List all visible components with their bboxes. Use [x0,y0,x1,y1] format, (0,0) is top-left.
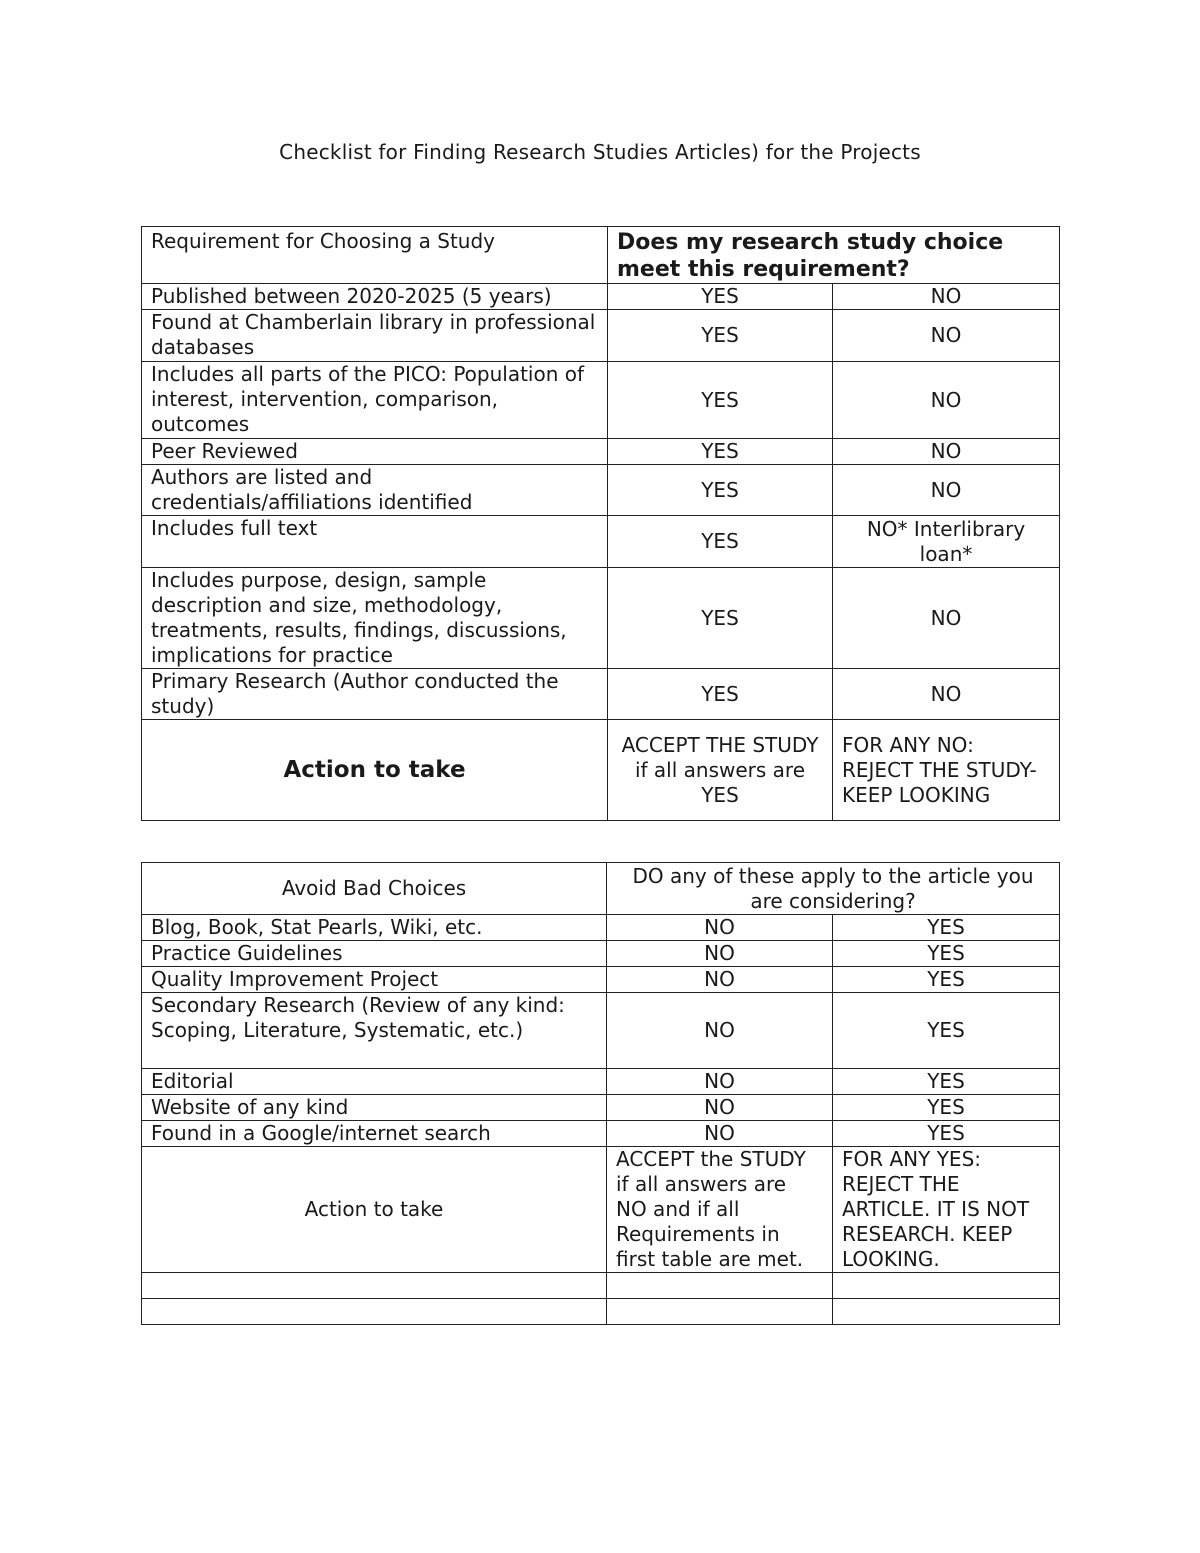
requirement-column-header: Requirement for Choosing a Study [142,227,608,284]
table-row [142,993,1060,1069]
yes-cell: YES [608,310,833,362]
empty-row [142,1273,1060,1299]
table-row [142,941,1060,967]
requirements-table [141,226,1060,821]
requirement-cell: Includes full text [142,516,608,568]
table-row [142,1121,1060,1147]
empty-cell [142,1299,607,1325]
applies-column-header: DO any of these apply to the article you are considering? [607,863,1060,915]
no-cell: NO [833,568,1060,669]
yes-cell: YES [833,1121,1060,1147]
requirement-cell: Includes all parts of the PICO: Population of interest, intervention, comparison, outcomes [142,362,608,439]
table-row [142,967,1060,993]
yes-cell: YES [608,516,833,568]
requirement-cell: Includes purpose, design, sample description and size, methodology, treatments, results, findings, discussions, implications for practice [142,568,608,669]
requirement-cell: Peer Reviewed [142,439,608,465]
empty-row [142,1299,1060,1325]
no-cell: NO [607,1121,833,1147]
table-row [142,516,1060,568]
yes-cell: YES [608,465,833,516]
table-header-row [142,227,1060,284]
table-row [142,669,1060,720]
table-row [142,439,1060,465]
bad-choice-cell: Editorial [142,1069,607,1095]
no-cell: NO [607,1095,833,1121]
action-label: Action to take [142,720,608,821]
requirement-cell: Authors are listed and credentials/affiliations identified [142,465,608,516]
action-row [142,1147,1060,1273]
bad-choice-cell: Blog, Book, Stat Pearls, Wiki, etc. [142,915,607,941]
bad-choice-cell: Practice Guidelines [142,941,607,967]
table-row [142,284,1060,310]
yes-cell: YES [833,993,1060,1069]
action-label: Action to take [142,1147,607,1273]
yes-cell: YES [608,568,833,669]
action-reject-cell: FOR ANY YES: REJECT THE ARTICLE. IT IS NOT RESEARCH. KEEP LOOKING. [833,1147,1060,1273]
no-cell: NO [833,362,1060,439]
action-reject-cell: FOR ANY NO: REJECT THE STUDY-KEEP LOOKING [833,720,1060,821]
yes-cell: YES [608,362,833,439]
empty-cell [607,1299,833,1325]
yes-cell: YES [608,669,833,720]
action-accept-cell: ACCEPT the STUDY if all answers are NO and if all Requirements in first table are met. [607,1147,833,1273]
requirement-cell: Published between 2020-2025 (5 years) [142,284,608,310]
table-row [142,915,1060,941]
yes-cell: YES [833,1095,1060,1121]
empty-cell [833,1299,1060,1325]
no-cell: NO [607,941,833,967]
no-cell: NO [833,465,1060,516]
action-accept-cell: ACCEPT THE STUDY if all answers are YES [608,720,833,821]
yes-cell: YES [833,915,1060,941]
no-cell: NO [607,915,833,941]
yes-cell: YES [608,439,833,465]
requirement-cell: Found at Chamberlain library in professional databases [142,310,608,362]
avoid-column-header: Avoid Bad Choices [142,863,607,915]
yes-cell: YES [608,284,833,310]
empty-cell [833,1273,1060,1299]
no-cell: NO [833,284,1060,310]
no-cell: NO [833,310,1060,362]
no-cell: NO [607,1069,833,1095]
table-row [142,1069,1060,1095]
action-row [142,720,1060,821]
table-row [142,465,1060,516]
yes-cell: YES [833,967,1060,993]
meets-requirement-column-header: Does my research study choice meet this requirement? [608,227,1060,284]
table-header-row [142,863,1060,915]
empty-cell [142,1273,607,1299]
no-cell: NO [833,439,1060,465]
table-row [142,1095,1060,1121]
table-row [142,568,1060,669]
table-row [142,310,1060,362]
avoid-bad-choices-table [141,862,1060,1325]
bad-choice-cell: Quality Improvement Project [142,967,607,993]
empty-cell [607,1273,833,1299]
yes-cell: YES [833,1069,1060,1095]
no-cell: NO* Interlibrary loan* [833,516,1060,568]
no-cell: NO [833,669,1060,720]
no-cell: NO [607,993,833,1069]
bad-choice-cell: Secondary Research (Review of any kind: Scoping, Literature, Systematic, etc.) [142,993,607,1069]
yes-cell: YES [833,941,1060,967]
page-title: Checklist for Finding Research Studies Articles) for the Projects [279,140,921,164]
bad-choice-cell: Website of any kind [142,1095,607,1121]
table-row [142,362,1060,439]
no-cell: NO [607,967,833,993]
requirement-cell: Primary Research (Author conducted the study) [142,669,608,720]
bad-choice-cell: Found in a Google/internet search [142,1121,607,1147]
